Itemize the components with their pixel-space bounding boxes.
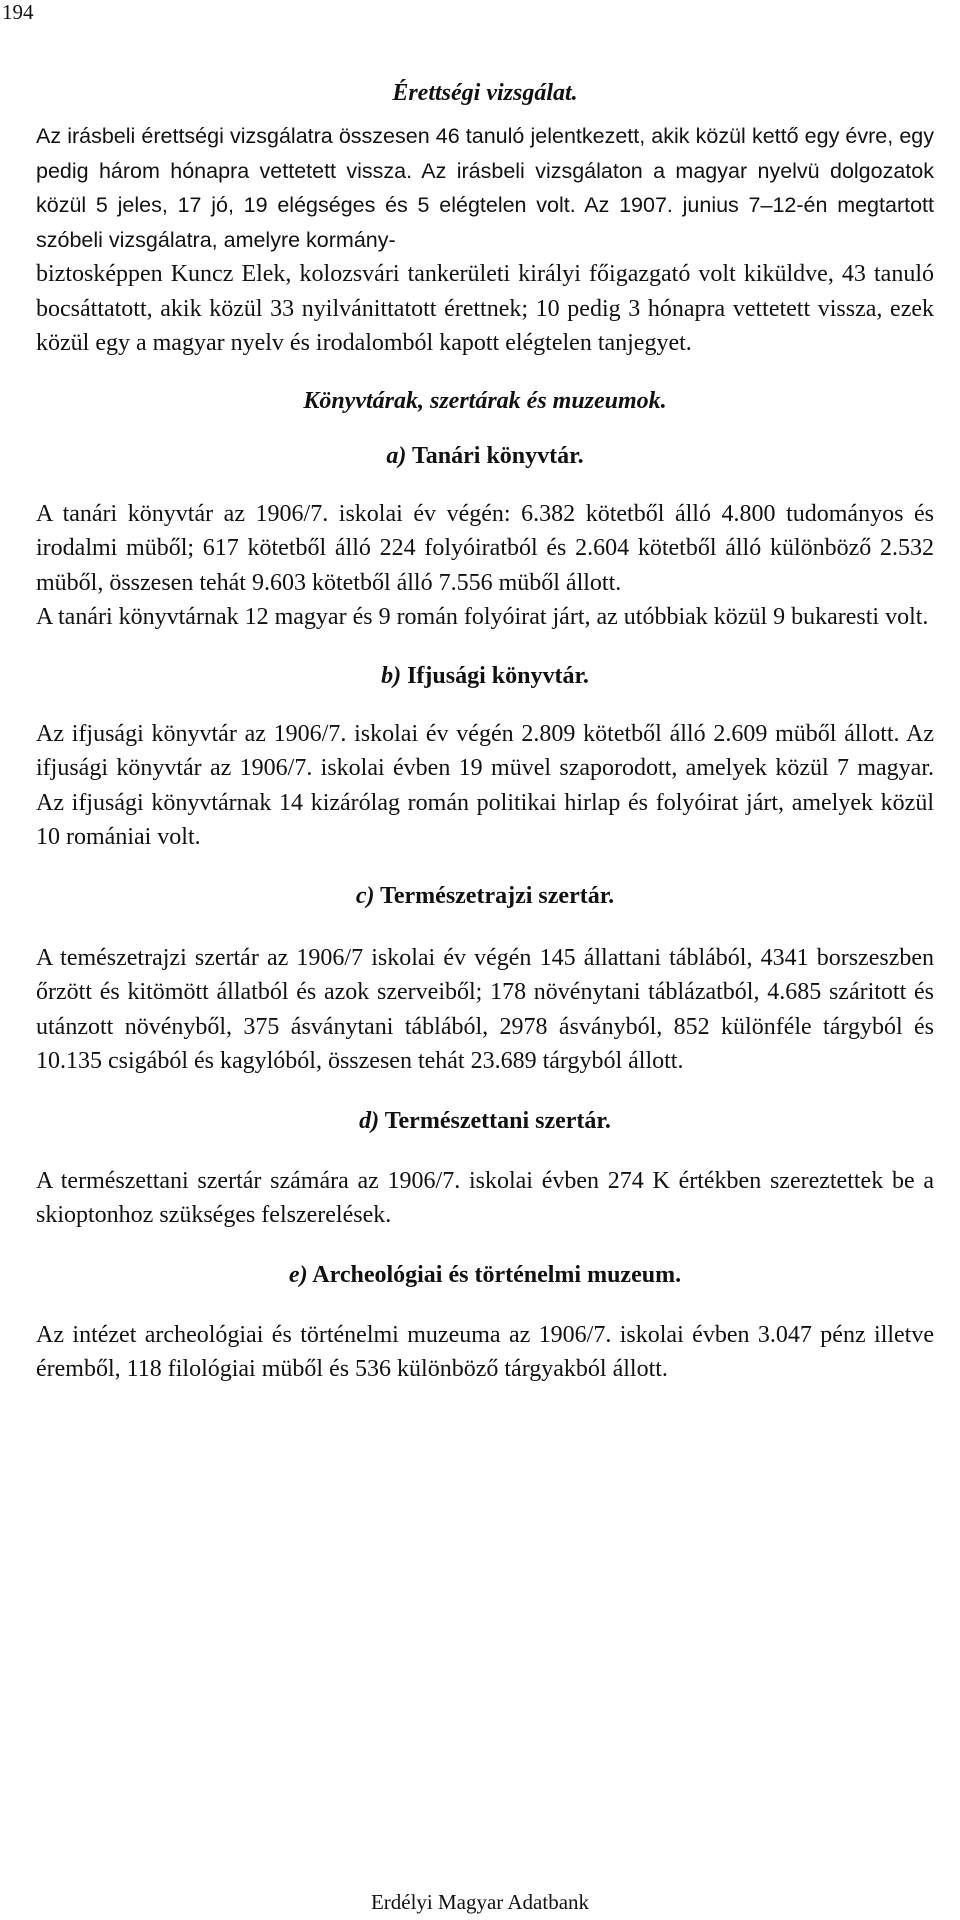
subsection-name: Ifjusági könyvtár. xyxy=(407,662,589,689)
subsection-title-museum xyxy=(36,1260,934,1290)
teacher-library-paragraph-1: A tanári könyvtár az 1906/7. iskolai év végén: 6.382 kötetből álló 4.800 tudományos és irodalmi müből; 617 kötetből álló 224 folyóiratból és 2.604 kötetből álló különböző 2.532 müből, összesen tehát 9.603 kötetből álló 7.556 müből állott. xyxy=(36,500,934,596)
subsection-title-natural-history xyxy=(36,881,934,911)
subsection-title-physics xyxy=(36,1106,934,1136)
subsection-name: Archeológiai és történelmi muzeum. xyxy=(312,1261,682,1288)
page-number: 194 xyxy=(2,0,34,24)
page-content xyxy=(36,78,934,1387)
exam-section-title: Érettségi vizsgálat. xyxy=(392,80,578,106)
subsection-name: Tanári könyvtár. xyxy=(411,442,584,469)
subsection-name: Természettani szertár. xyxy=(384,1107,611,1134)
subsection-title-teacher-library xyxy=(36,441,934,471)
natural-history-paragraph: A temészetrajzi szertár az 1906/7 iskolai év végén 145 állattani táblából, 4341 borszeszben őrzött és kitömött állatból és azok szerveiből; 178 növénytani táblázatból, 4.685 száritott és utánzott növényből, 375 ásványtani táblából, 2978 ásványból, 852 különféle tárgyból és 10.135 csigából és kagylóból, összesen tehát 23.689 tárgyból állott. xyxy=(36,944,934,1074)
subsection-letter: c) xyxy=(355,882,375,909)
subsection-letter: e) xyxy=(288,1261,308,1288)
subsection-letter: a) xyxy=(386,442,407,469)
collections-section-title: Könyvtárak, szertárak és muzeumok. xyxy=(303,387,667,414)
teacher-library-paragraph-2: A tanári könyvtárnak 12 magyar és 9 román folyóirat járt, az utóbbiak közül 9 bukaresti volt. xyxy=(36,604,929,630)
subsection-name: Természetrajzi szertár. xyxy=(380,882,615,909)
subsection-title-youth-library xyxy=(36,661,934,691)
youth-library-paragraph: Az ifjusági könyvtár az 1906/7. iskolai év végén 2.809 kötetből álló 2.609 müből állott. Az ifjusági könyvtár az 1906/7. iskolai évben 19 müvel szaporodott, amelyek közül 7 magyar. Az ifjusági könyvtárnak 14 kizárólag román politikai hirlap és folyóirat járt, amelyek közül 10 romániai volt. xyxy=(36,720,934,850)
museum-paragraph: Az intézet archeológiai és történelmi muzeuma az 1906/7. iskolai évben 3.047 pénz illetve éremből, 118 filológiai müből és 536 különböző tárgyakból állott. xyxy=(36,1321,934,1382)
exam-paragraph-2: biztosképpen Kuncz Elek, kolozsvári tankerületi királyi főigazgató volt kiküldve, 43 tanuló bocsáttatott, akik közül 33 nyilvánittatott érettnek; 10 pedig 3 hónapra vettetett vissza, ezek közül egy a magyar nyelv és irodalomból kapott elégtelen tanjegyet. xyxy=(36,261,934,356)
footer-source: Erdélyi Magyar Adatbank xyxy=(370,1890,590,1914)
subsection-letter: b) xyxy=(381,662,402,689)
subsection-letter: d) xyxy=(359,1107,380,1134)
exam-paragraph-1: Az irásbeli érettségi vizsgálatra összesen 46 tanuló jelentkezett, akik közül kettő egy évre, egy pedig három hónapra vettetett vissza. Az irásbeli vizsgálaton a magyar nyelvü dolgozatok közül 5 jeles, 17 jó, 19 elégséges és 5 elégtelen volt. Az 1907. junius 7–12-én megtartott szóbeli vizsgálatra, amelyre kormány- xyxy=(36,124,934,252)
physics-paragraph: A természettani szertár számára az 1906/7. iskolai évben 274 K értékben szereztettek be a skioptonhoz szükséges felszerelések. xyxy=(36,1167,934,1228)
